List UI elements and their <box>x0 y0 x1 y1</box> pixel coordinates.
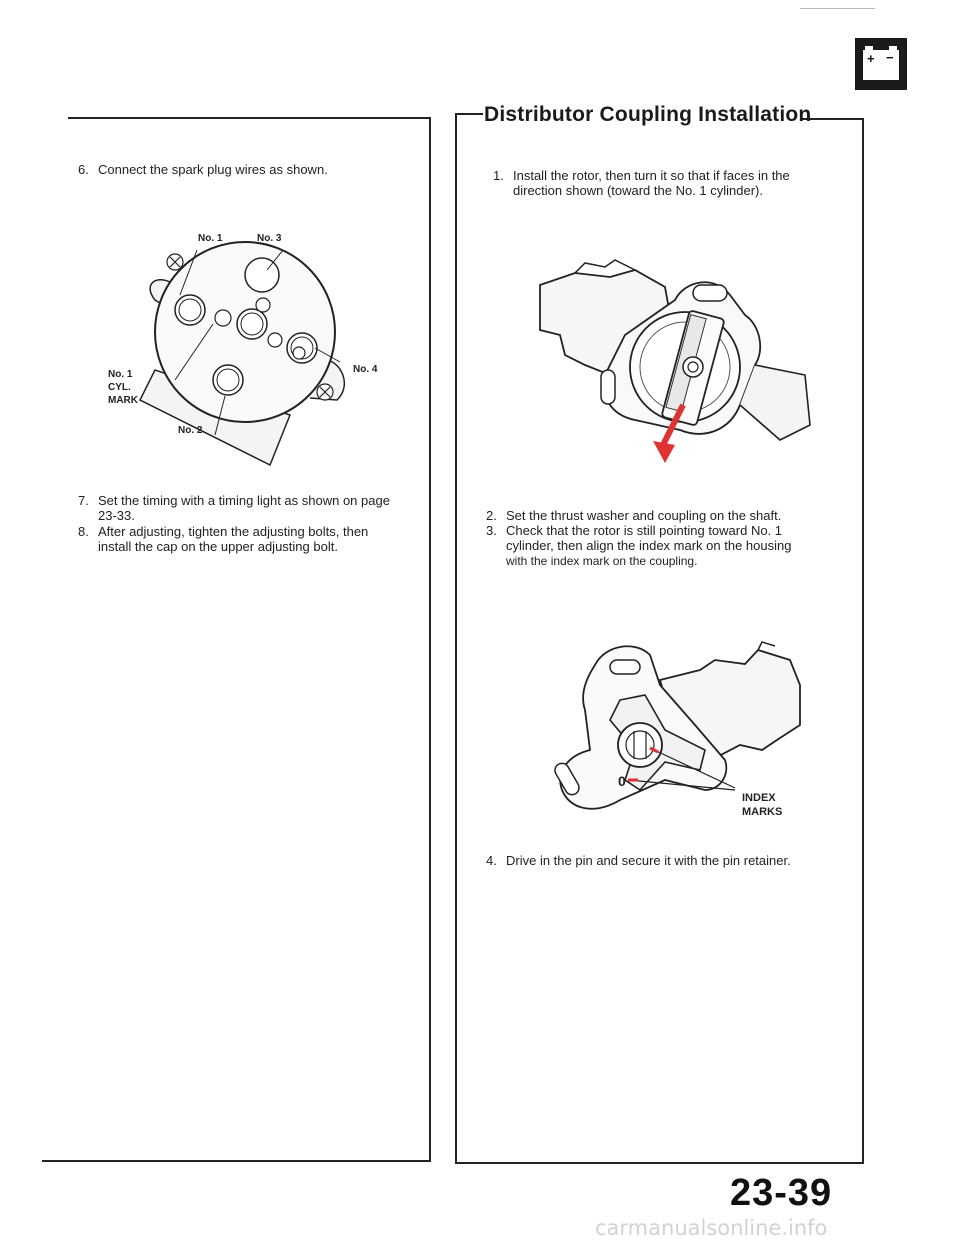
step-8-number: 8. <box>78 524 89 539</box>
step-3-line-2: cylinder, then align the index mark on the housing <box>506 538 792 553</box>
section-heading: Distributor Coupling Installation <box>484 103 812 126</box>
step-3-line-3: with the index mark on the coupling. <box>506 554 698 568</box>
step-8-line-1: After adjusting, tighten the adjusting bolts, then <box>98 524 369 539</box>
svg-text:0: 0 <box>618 773 626 789</box>
step-4-number: 4. <box>486 853 497 868</box>
right-left-rule <box>455 113 457 1163</box>
label-no2: No. 2 <box>178 425 203 436</box>
top-right-line <box>800 8 875 9</box>
step-1-line-1: Install the rotor, then turn it so that if faces in the <box>513 168 790 183</box>
battery-minus: − <box>886 50 894 65</box>
step-4-text: Drive in the pin and secure it with the pin retainer. <box>506 853 791 868</box>
step-6-text: Connect the spark plug wires as shown. <box>98 162 328 177</box>
right-top-tick <box>455 113 483 115</box>
label-cyl: CYL. <box>108 382 131 393</box>
step-7-line-1: Set the timing with a timing light as shown on page <box>98 493 390 508</box>
step-2-text: Set the thrust washer and coupling on the shaft. <box>506 508 782 523</box>
right-right-rule <box>862 118 864 1163</box>
step-6-number: 6. <box>78 162 89 177</box>
step-1-line-2: direction shown (toward the No. 1 cylinder). <box>513 183 764 198</box>
left-right-rule <box>429 117 431 1162</box>
battery-plus: + <box>867 51 875 66</box>
left-top-rule <box>68 117 430 119</box>
step-3-line-1: Check that the rotor is still pointing toward No. 1 <box>506 523 783 538</box>
right-bottom-rule <box>455 1162 864 1164</box>
label-no1-top: No. 1 <box>198 233 223 244</box>
step-8-line-2: install the cap on the upper adjusting bolt. <box>98 539 338 554</box>
label-marks: MARKS <box>742 806 783 818</box>
label-no3: No. 3 <box>257 233 282 244</box>
step-3-number: 3. <box>486 523 497 538</box>
label-index: INDEX <box>742 792 776 804</box>
page-number: 23-39 <box>730 1172 833 1214</box>
left-bottom-rule <box>42 1160 431 1162</box>
watermark: carmanualsonline.info <box>595 1216 828 1240</box>
distributor-cap-figure <box>115 220 415 480</box>
rotor-figure <box>515 255 855 475</box>
label-no1-cyl: No. 1 <box>108 369 133 380</box>
step-1-number: 1. <box>493 168 504 183</box>
label-mark: MARK <box>108 395 138 406</box>
step-2-number: 2. <box>486 508 497 523</box>
step-7-line-2: 23-33. <box>98 508 135 523</box>
label-no4: No. 4 <box>353 364 378 375</box>
battery-icon <box>855 38 907 90</box>
step-7-number: 7. <box>78 493 89 508</box>
